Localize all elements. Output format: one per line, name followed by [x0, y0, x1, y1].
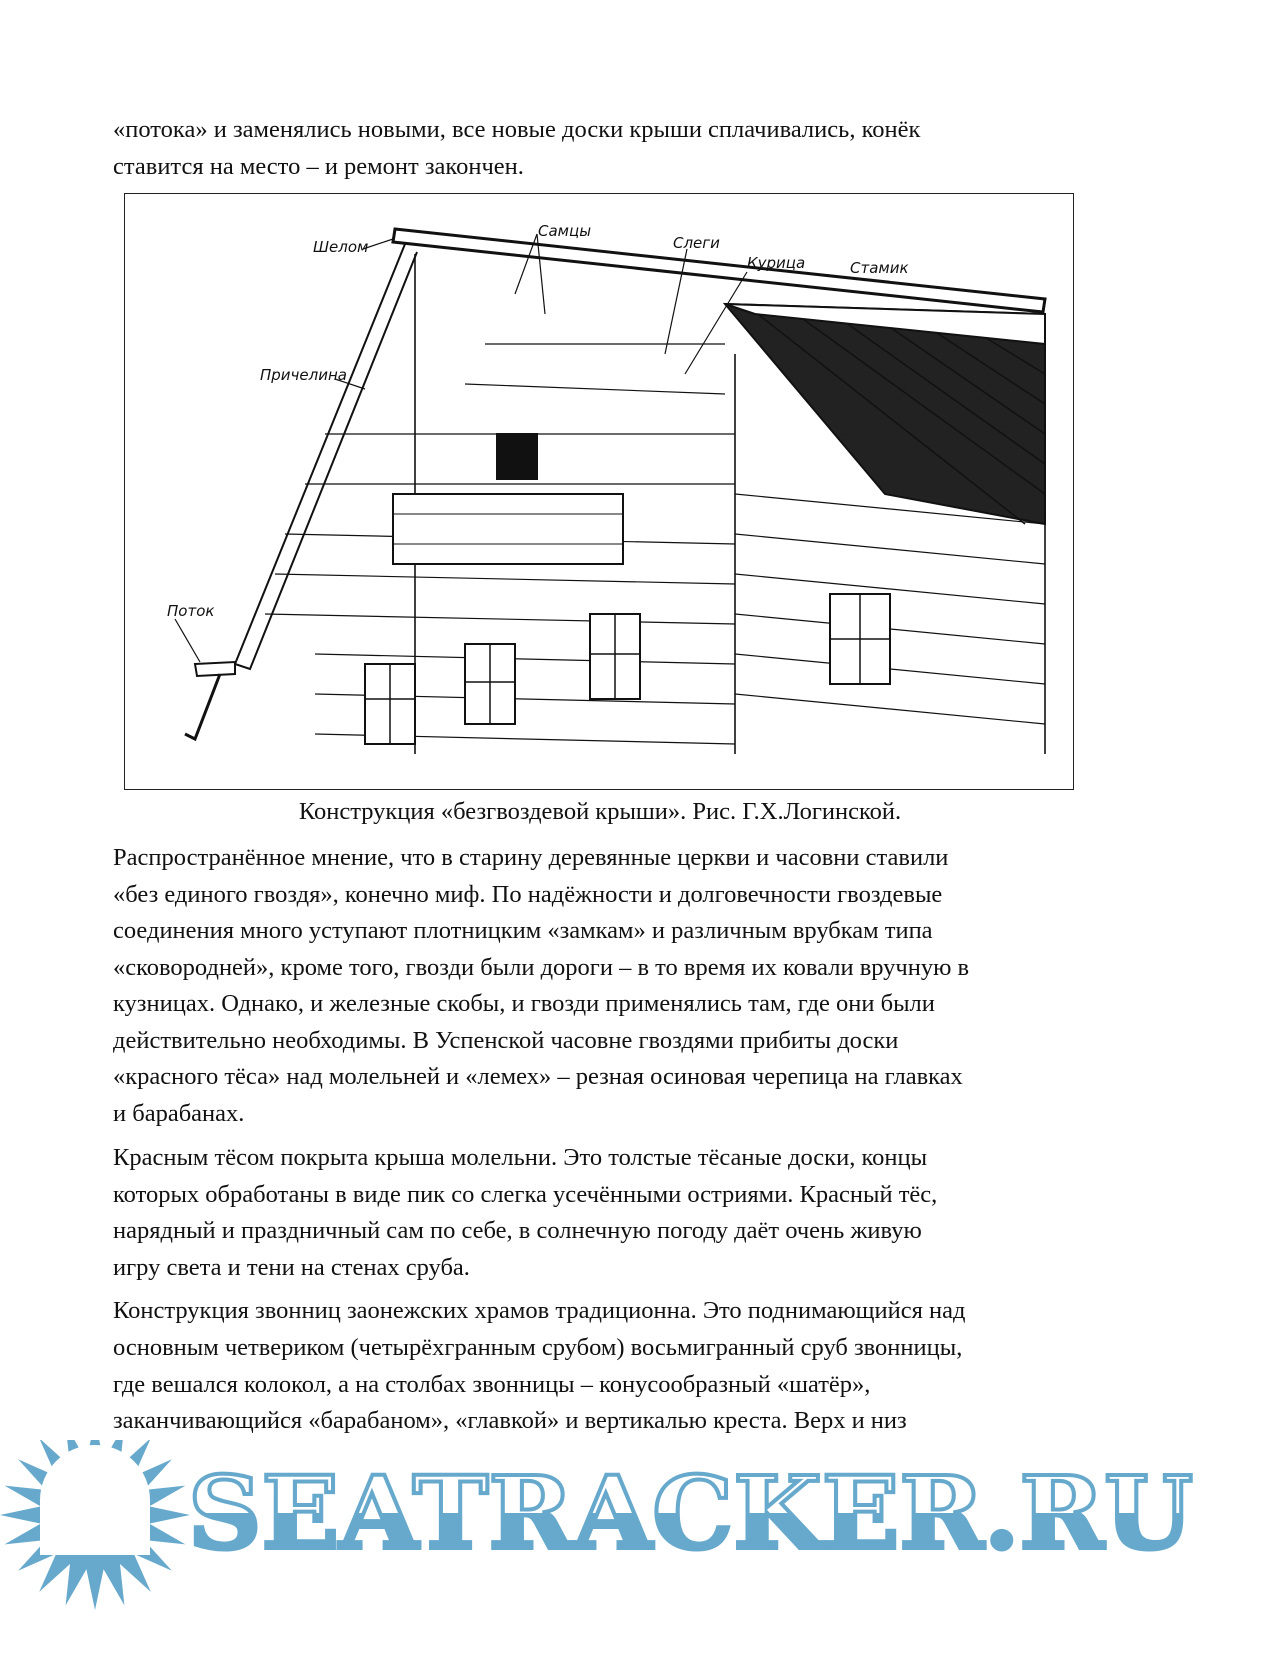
text-line: игру света и тени на стенах сруба.	[113, 1254, 470, 1281]
label-kuritsa: Курица	[747, 254, 806, 272]
text-line: «без единого гвоздя», конечно миф. По надёжности и долговечности гвоздевые	[113, 881, 943, 908]
text-line: действительно необходимы. В Успенской часовне гвоздями прибиты доски	[113, 1027, 899, 1054]
sun-logo-icon	[0, 1440, 1274, 1649]
label-prichelina: Причелина	[260, 366, 347, 384]
log-house-drawing	[125, 194, 1074, 790]
text-line: и барабанах.	[113, 1100, 245, 1127]
label-stamik: Стамик	[850, 259, 909, 277]
text-line: где вешался колокол, а на столбах звонницы – конусообразный «шатёр»,	[113, 1371, 871, 1398]
text-line: «красного тёса» над молельней и «лемех» – резная осиновая черепица на главках	[113, 1063, 963, 1090]
watermark-text: SEATRACKER.RU	[188, 1454, 1193, 1572]
label-shelom: Шелом	[313, 238, 369, 256]
text-line: Конструкция звонниц заонежских храмов традиционна. Это поднимающийся над	[113, 1297, 966, 1324]
text-line: «сковородней», кроме того, гвозди были дороги – в то время их ковали вручную в	[113, 954, 970, 981]
text-line: Распространённое мнение, что в старину деревянные церкви и часовни ставили	[113, 844, 949, 871]
text-line: основным четвериком (четырёхгранным срубом) восьмигранный сруб звонницы,	[113, 1334, 963, 1361]
label-samtsy: Самцы	[538, 222, 592, 240]
text-line: которых обработаны в виде пик со слегка усечёнными остриями. Красный тёс,	[113, 1181, 938, 1208]
house-roof-illustration	[124, 193, 1074, 790]
watermark	[0, 1440, 1274, 1649]
label-slegi: Слеги	[673, 234, 720, 252]
text-line: заканчивающийся «барабаном», «главкой» и вертикалью креста. Верх и низ	[113, 1407, 907, 1434]
label-potok: Поток	[167, 602, 215, 620]
figure-caption: Конструкция «безгвоздевой крыши». Рис. Г.Х.Логинской.	[298, 798, 902, 825]
text-line: соединения много уступают плотницким «замкам» и различным врубкам типа	[113, 917, 933, 944]
text-line: кузницах. Однако, и железные скобы, и гвозди применялись там, где они были	[113, 990, 935, 1017]
text-line: нарядный и праздничный сам по себе, в солнечную погоду даёт очень живую	[113, 1217, 922, 1244]
top-line: «потока» и заменялись новыми, все новые доски крыши сплачивались, конёк	[113, 116, 921, 143]
top-line: ставится на место – и ремонт закончен.	[113, 153, 524, 180]
text-line: Красным тёсом покрыта крыша молельни. Это толстые тёсаные доски, концы	[113, 1144, 928, 1171]
